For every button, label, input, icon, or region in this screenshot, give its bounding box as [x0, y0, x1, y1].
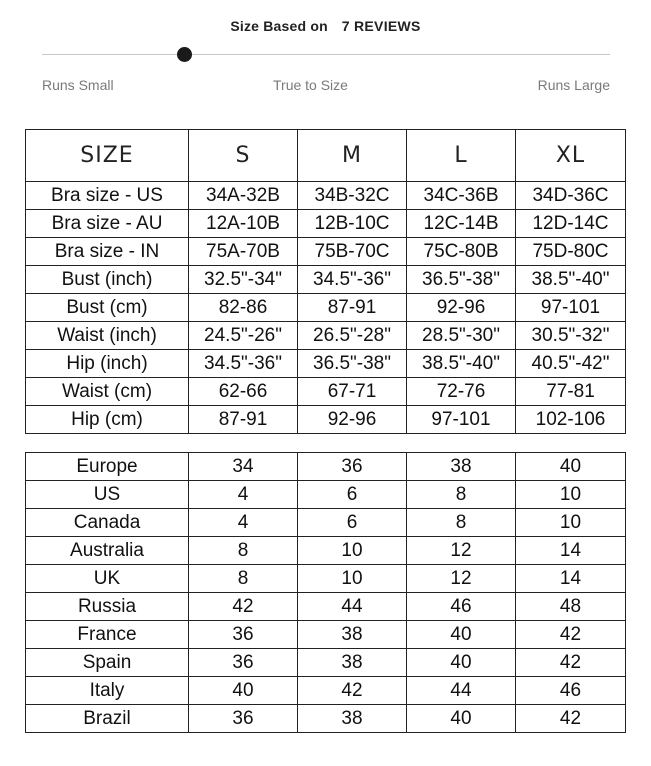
size-header-cell: XL — [516, 130, 626, 182]
size-value-cell: 40 — [407, 649, 516, 677]
size-value-cell: 4 — [189, 481, 298, 509]
size-value-cell: 38.5"-40" — [407, 350, 516, 378]
table-row — [26, 182, 626, 210]
size-value-cell: 75C-80B — [407, 238, 516, 266]
size-value-cell: 77-81 — [516, 378, 626, 406]
size-value-cell: 92-96 — [407, 294, 516, 322]
table-row — [26, 294, 626, 322]
size-value-cell: 67-71 — [298, 378, 407, 406]
row-label-cell: Canada — [26, 509, 189, 537]
size-value-cell: 36 — [189, 621, 298, 649]
table-row — [26, 677, 626, 705]
size-value-cell: 36 — [189, 649, 298, 677]
size-value-cell: 42 — [298, 677, 407, 705]
size-value-cell: 42 — [189, 593, 298, 621]
fit-scale-labels — [42, 77, 610, 95]
table-row — [26, 621, 626, 649]
size-value-cell: 8 — [189, 565, 298, 593]
table-row — [26, 453, 626, 481]
table-row — [26, 537, 626, 565]
size-value-cell: 38 — [298, 705, 407, 733]
table-row — [26, 350, 626, 378]
size-value-cell: 8 — [407, 481, 516, 509]
size-value-cell: 6 — [298, 509, 407, 537]
country-size-table — [25, 452, 626, 733]
size-value-cell: 102-106 — [516, 406, 626, 434]
size-value-cell: 40.5"-42" — [516, 350, 626, 378]
size-value-cell: 12 — [407, 565, 516, 593]
fit-header — [0, 18, 651, 34]
size-value-cell: 75B-70C — [298, 238, 407, 266]
size-value-cell: 12 — [407, 537, 516, 565]
table-row — [26, 210, 626, 238]
size-value-cell: 8 — [407, 509, 516, 537]
table-row — [26, 406, 626, 434]
size-value-cell: 87-91 — [298, 294, 407, 322]
size-value-cell: 12A-10B — [189, 210, 298, 238]
row-label-cell: Waist (inch) — [26, 322, 189, 350]
true-to-size-label: True to Size — [273, 77, 348, 93]
size-value-cell: 46 — [516, 677, 626, 705]
row-label-cell: Russia — [26, 593, 189, 621]
row-label-cell: Bust (inch) — [26, 266, 189, 294]
size-value-cell: 14 — [516, 565, 626, 593]
size-value-cell: 24.5"-26" — [189, 322, 298, 350]
table-row — [26, 649, 626, 677]
row-label-cell: Waist (cm) — [26, 378, 189, 406]
size-value-cell: 82-86 — [189, 294, 298, 322]
size-header-cell: L — [407, 130, 516, 182]
fit-indicator-knob — [177, 47, 192, 62]
size-value-cell: 97-101 — [407, 406, 516, 434]
size-value-cell: 12B-10C — [298, 210, 407, 238]
row-label-cell: Hip (inch) — [26, 350, 189, 378]
row-label-cell: Europe — [26, 453, 189, 481]
table-row — [26, 481, 626, 509]
row-label-cell: Bust (cm) — [26, 294, 189, 322]
row-label-cell: Brazil — [26, 705, 189, 733]
size-value-cell: 75A-70B — [189, 238, 298, 266]
size-value-cell: 28.5"-30" — [407, 322, 516, 350]
size-value-cell: 40 — [189, 677, 298, 705]
table-row — [26, 705, 626, 733]
size-value-cell: 36.5"-38" — [407, 266, 516, 294]
table-row — [26, 266, 626, 294]
table-row — [26, 322, 626, 350]
size-value-cell: 10 — [298, 537, 407, 565]
size-value-cell: 32.5"-34" — [189, 266, 298, 294]
size-value-cell: 72-76 — [407, 378, 516, 406]
row-label-cell: US — [26, 481, 189, 509]
size-value-cell: 36 — [298, 453, 407, 481]
table-row — [26, 378, 626, 406]
size-value-cell: 38.5"-40" — [516, 266, 626, 294]
size-value-cell: 42 — [516, 649, 626, 677]
size-value-cell: 10 — [516, 481, 626, 509]
size-header-cell: S — [189, 130, 298, 182]
row-label-cell: France — [26, 621, 189, 649]
fit-scale-track — [42, 54, 610, 55]
row-label-cell: Bra size - IN — [26, 238, 189, 266]
table-row — [26, 593, 626, 621]
size-value-cell: 12C-14B — [407, 210, 516, 238]
runs-large-label: Runs Large — [537, 77, 610, 93]
size-value-cell: 34.5"-36" — [298, 266, 407, 294]
size-value-cell: 34D-36C — [516, 182, 626, 210]
size-value-cell: 42 — [516, 621, 626, 649]
size-value-cell: 38 — [298, 649, 407, 677]
table-row — [26, 509, 626, 537]
size-value-cell: 8 — [189, 537, 298, 565]
size-value-cell: 38 — [407, 453, 516, 481]
table-row — [26, 565, 626, 593]
size-header-row — [26, 130, 626, 182]
size-value-cell: 97-101 — [516, 294, 626, 322]
size-value-cell: 40 — [516, 453, 626, 481]
size-value-cell: 48 — [516, 593, 626, 621]
size-value-cell: 87-91 — [189, 406, 298, 434]
size-value-cell: 6 — [298, 481, 407, 509]
size-value-cell: 34.5"-36" — [189, 350, 298, 378]
size-value-cell: 12D-14C — [516, 210, 626, 238]
row-label-cell: Bra size - US — [26, 182, 189, 210]
table-row — [26, 238, 626, 266]
size-value-cell: 10 — [516, 509, 626, 537]
row-label-cell: Italy — [26, 677, 189, 705]
size-value-cell: 46 — [407, 593, 516, 621]
size-value-cell: 44 — [298, 593, 407, 621]
size-value-cell: 75D-80C — [516, 238, 626, 266]
size-value-cell: 34A-32B — [189, 182, 298, 210]
size-value-cell: 38 — [298, 621, 407, 649]
size-value-cell: 44 — [407, 677, 516, 705]
size-value-cell: 42 — [516, 705, 626, 733]
row-label-cell: Bra size - AU — [26, 210, 189, 238]
row-label-cell: UK — [26, 565, 189, 593]
row-label-cell: Spain — [26, 649, 189, 677]
row-label-cell: Hip (cm) — [26, 406, 189, 434]
size-value-cell: 34 — [189, 453, 298, 481]
size-value-cell: 34C-36B — [407, 182, 516, 210]
size-value-cell: 40 — [407, 705, 516, 733]
size-value-cell: 92-96 — [298, 406, 407, 434]
size-value-cell: 62-66 — [189, 378, 298, 406]
review-count: 7 REVIEWS — [341, 18, 421, 34]
size-value-cell: 14 — [516, 537, 626, 565]
size-value-cell: 4 — [189, 509, 298, 537]
size-value-cell: 10 — [298, 565, 407, 593]
size-value-cell: 26.5"-28" — [298, 322, 407, 350]
size-chart-table — [25, 129, 626, 434]
size-value-cell: 40 — [407, 621, 516, 649]
fit-title: Size Based on — [230, 18, 328, 34]
size-value-cell: 30.5"-32" — [516, 322, 626, 350]
runs-small-label: Runs Small — [42, 77, 114, 93]
size-value-cell: 36 — [189, 705, 298, 733]
size-header-cell: M — [298, 130, 407, 182]
size-header-cell: SIZE — [26, 130, 189, 182]
row-label-cell: Australia — [26, 537, 189, 565]
size-value-cell: 36.5"-38" — [298, 350, 407, 378]
size-value-cell: 34B-32C — [298, 182, 407, 210]
